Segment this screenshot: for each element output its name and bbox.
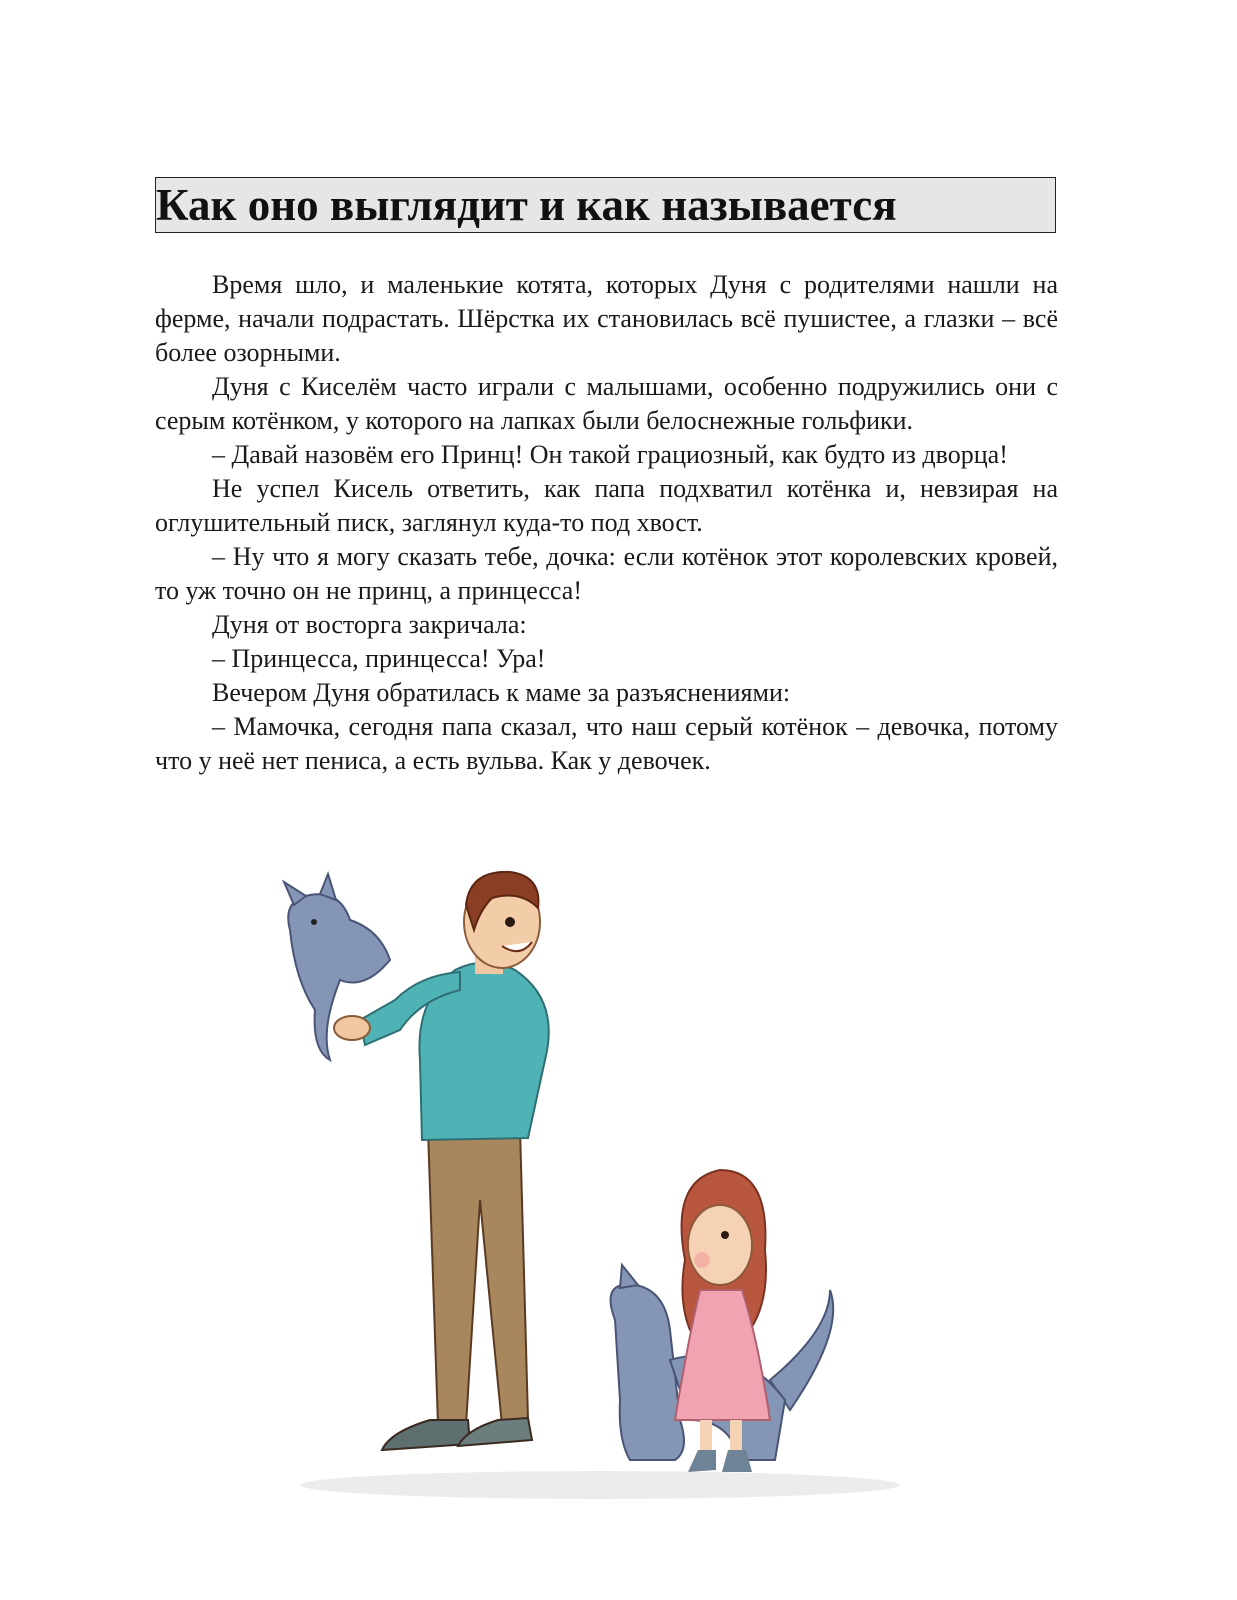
- cat-ear: [620, 1265, 638, 1288]
- father-holding-kitten-girl-with-cat-illustration: [270, 860, 920, 1520]
- ground-shadow: [300, 1471, 900, 1499]
- paragraph: Дуня от восторга закричала:: [212, 610, 527, 639]
- cat-body: [611, 1284, 685, 1460]
- paragraph: – Мамочка, сегодня папа сказал, что наш серый котёнок – девочка, потому что у неё нет пениса, а есть вульва. Как у девочек.: [155, 712, 1058, 775]
- paragraph: Время шло, и маленькие котята, которых Дуня с родителями нашли на ферме, начали подрастать. Шёрстка их становилась всё пушистее, а глазки – всё более озорными.: [155, 270, 1058, 367]
- paragraph: – Ну что я могу сказать тебе, дочка: если котёнок этот королевских кровей, то уж точно он не принц, а принцесса!: [155, 542, 1058, 605]
- section-heading-box: [155, 177, 1056, 233]
- father-hands: [334, 1016, 370, 1040]
- section-heading: Как оно выглядит и как называется: [156, 180, 897, 230]
- girl-sock: [688, 1450, 716, 1472]
- paragraph: – Принцесса, принцесса! Ура!: [212, 644, 546, 673]
- girl-eye: [721, 1231, 729, 1239]
- paragraph: Вечером Дуня обратилась к маме за разъяснениями:: [212, 678, 791, 707]
- father-shoe-left: [382, 1420, 470, 1450]
- paragraph: – Давай назовём его Принц! Он такой грациозный, как будто из дворца!: [212, 440, 1008, 469]
- father-trousers: [428, 1128, 528, 1425]
- girl-face: [688, 1205, 752, 1285]
- kitten-eye: [311, 919, 317, 925]
- paragraph: Дуня с Киселём часто играли с малышами, особенно подружились они с серым котёнком, у которого на лапках были белоснежные гольфики.: [155, 372, 1058, 435]
- girl-cheek: [694, 1252, 710, 1268]
- paragraph: Не успел Кисель ответить, как папа подхватил котёнка и, невзирая на оглушительный писк, заглянул куда-то под хвост.: [155, 474, 1058, 537]
- story-text: [155, 268, 1058, 778]
- father-eye: [505, 917, 515, 927]
